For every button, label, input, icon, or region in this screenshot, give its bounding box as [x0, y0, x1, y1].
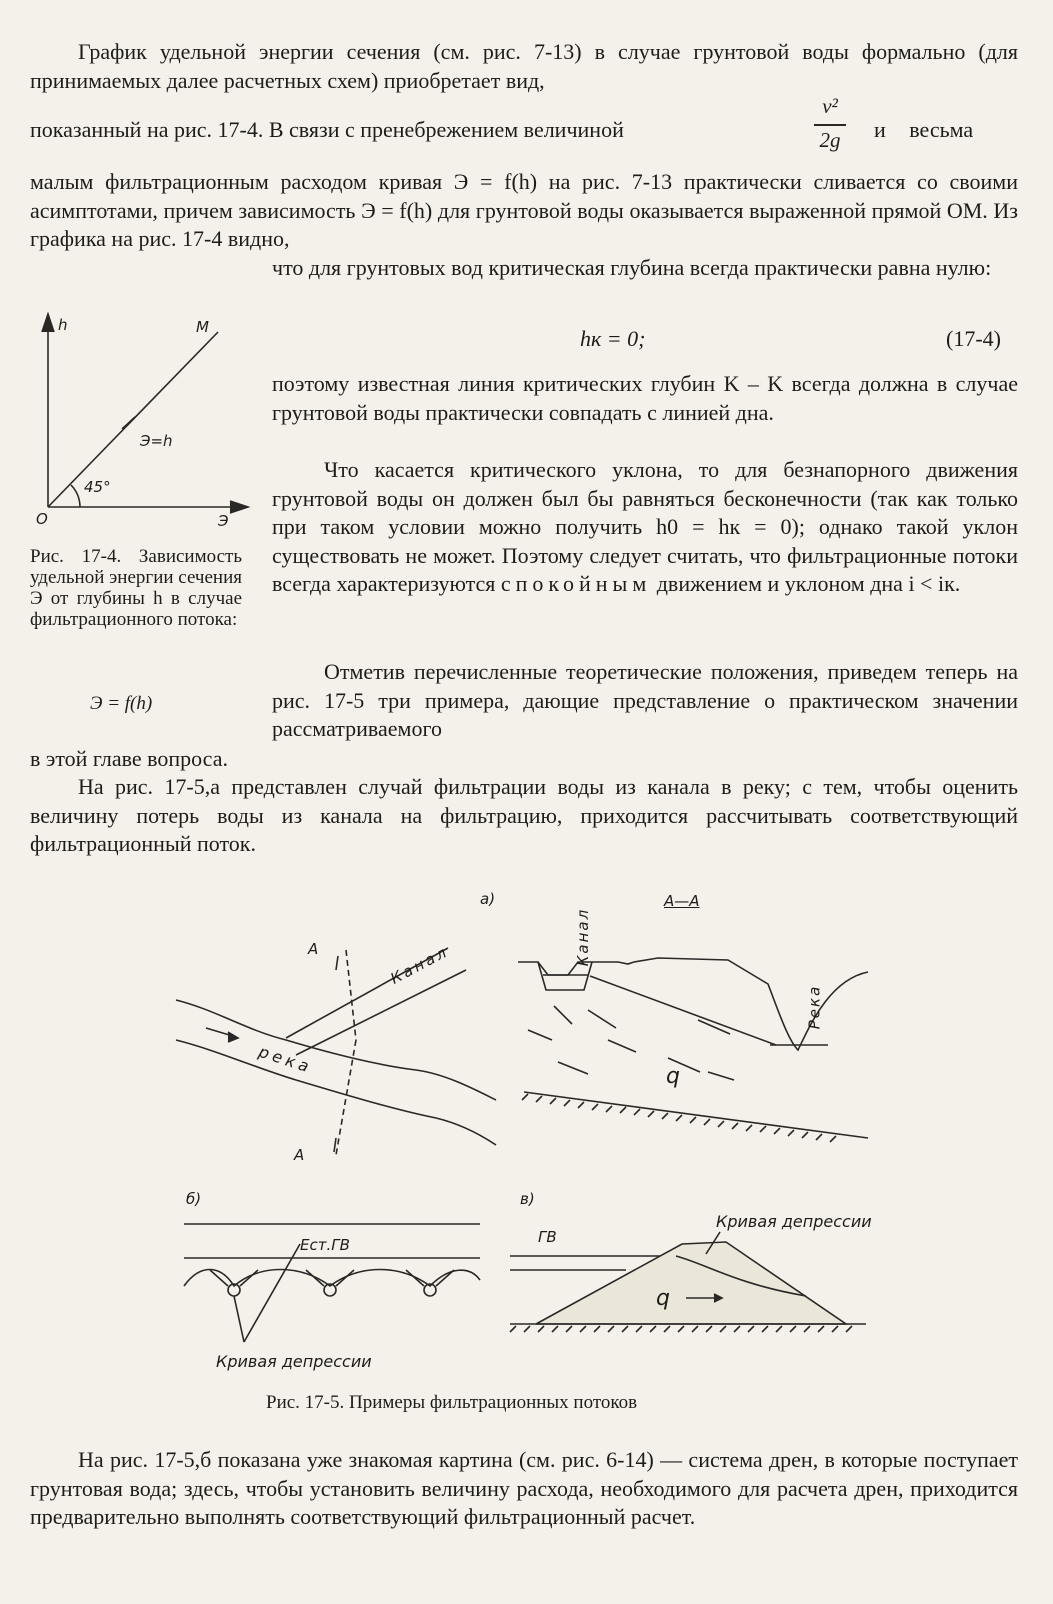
figure-17-5a-plan: [176, 940, 496, 1170]
paragraph-2: поэтому известная линия критических глубин K – K всегда должна в случае грунтовой воды практически совпадать с линией дна.: [272, 371, 1018, 425]
fig5a-river-label-section: Река: [805, 984, 824, 1030]
fig5a-section-label-top: А: [308, 940, 319, 958]
figure-17-4: [30, 310, 260, 520]
paragraph-3-text: Что касается критического уклона, то для безнапорного движения грунтовой воды он должен был бы равняться бесконечности (так как только при таком условии можно получить h0 = hк = 0); однако такой уклон существовать не может. Поэтому следует считать, что фильтрационные потоки всегда характеризуются: [272, 457, 1018, 597]
fig5a-flow-q: q: [666, 1064, 680, 1089]
paragraph-3-end: движением и уклоном дна i < iк.: [656, 571, 961, 597]
equation: hк = 0;: [580, 326, 646, 351]
fig4-origin-label: O: [36, 510, 48, 528]
fig5a-section-label-bottom: А: [294, 1146, 305, 1164]
fig5a-canal-label: Канал: [387, 942, 452, 988]
paragraph-3-spaced-word: спокойным: [500, 571, 652, 597]
fig5b-depression-label: Кривая депрессии: [216, 1352, 372, 1371]
fig5a-canal-label-section: Канал: [574, 907, 593, 967]
fig5a-section-title: А—А: [664, 892, 700, 910]
fig5-caption: Рис. 17-5. Примеры фильтрационных потоков: [266, 1392, 638, 1413]
paragraph-1b: показанный на рис. 17-4. В связи с пренебрежением величиной: [30, 117, 624, 142]
paragraph-1a: График удельной энергии сечения (см. рис. 7-13) в случае грунтовой воды формально (для принимаемых далее расчетных схем) приобретает вид,: [30, 39, 1018, 93]
fig5v-depression-label: Кривая депрессии: [716, 1212, 872, 1231]
fig5v-label: в): [520, 1190, 535, 1208]
fig5b-groundwater-label: Ест.ГВ: [300, 1236, 350, 1254]
paragraph-4: Отметив перечисленные теоретические положения, приведем теперь на рис. 17-5 три примера, дающие представление о практическом значении рассматриваемого: [272, 659, 1018, 742]
fig4-caption-formula: Э = f(h): [90, 693, 153, 714]
paragraph-4-end: в этой главе вопроса.: [30, 746, 228, 771]
paragraph-5: На рис. 17-5,а представлен случай фильтрации воды из канала в реку; с тем, чтобы оценить величину потерь воды из канала на фильтрацию, приходится рассчитывать соответствующий фильтрационный поток.: [30, 774, 1018, 857]
equation-number: (17-4): [946, 326, 1001, 351]
fig5v-flow-q: q: [656, 1286, 670, 1311]
fig4-caption: Рис. 17-4. Зависимость удельной энергии сечения Э от глубины h в случае фильтрационного потока:: [30, 546, 242, 630]
paragraph-6: На рис. 17-5,б показана уже знакомая картина (см. рис. 6-14) — система дрен, в которые поступает грунтовая вода; здесь, чтобы установить величину расхода, необходимого для расчета дрен, приходится предварительно выполнять соответствующий фильтрационный расчет.: [30, 1447, 1018, 1530]
fig5v-groundwater-label: ГВ: [538, 1228, 557, 1246]
fig4-axis-E-label: Э: [218, 512, 229, 530]
fig4-angle-label: 45°: [84, 478, 111, 496]
fig5b-label: б): [186, 1190, 202, 1208]
fraction-denominator: 2g: [819, 128, 841, 152]
paragraph-1b-end: и весьма: [874, 117, 974, 142]
paragraph-1c: малым фильтрационным расходом кривая Э = f(h) на рис. 7-13 практически сливается со своими асимптотами, причем зависимость Э = f(h) для грунтовой воды оказывается выраженной прямой ОМ. Из графика на рис. 17-4 видно,: [30, 169, 1018, 252]
figure-17-5b: [180, 1214, 480, 1344]
paragraph-3: [272, 456, 1018, 599]
fraction-bar: [814, 124, 846, 126]
fig4-point-M-label: M: [196, 318, 209, 336]
fig5a-label: а): [480, 890, 496, 908]
fraction-numerator: v²: [822, 94, 838, 118]
fig4-axis-h-label: h: [58, 316, 68, 334]
paragraph-1d: что для грунтовых вод критическая глубина всегда практически равна нулю:: [272, 255, 992, 280]
fig5a-river-label: река: [256, 1041, 316, 1078]
fig4-line-label: Э=h: [140, 432, 173, 450]
figure-17-5v: [506, 1224, 866, 1344]
